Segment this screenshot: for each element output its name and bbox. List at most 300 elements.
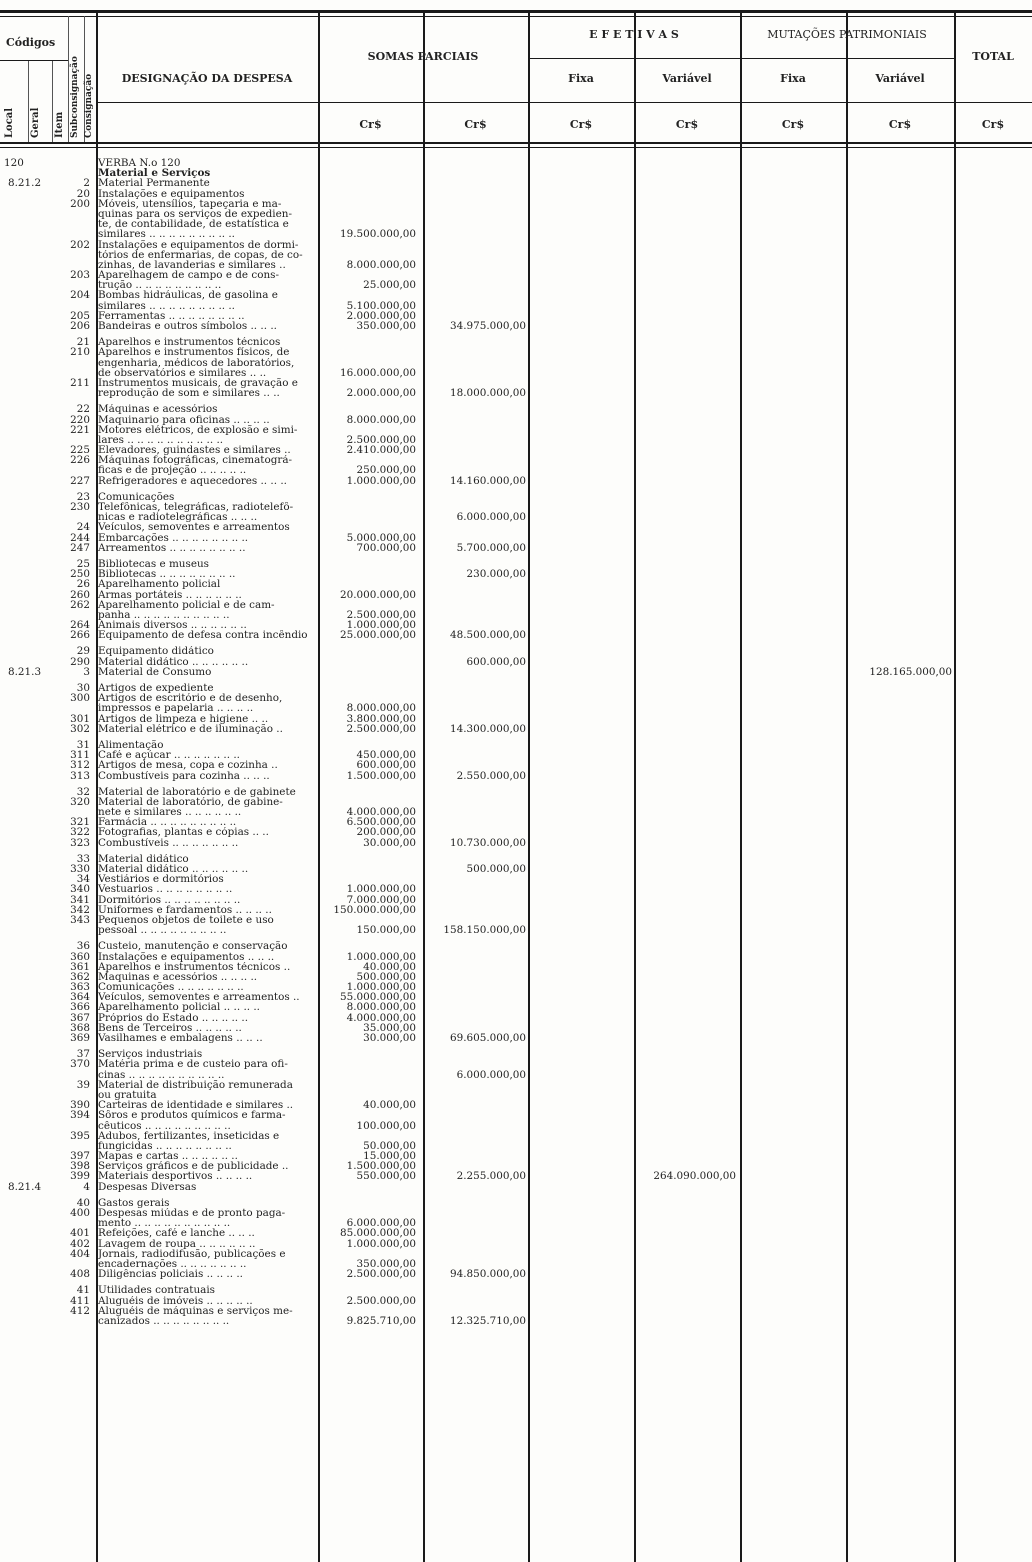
header-bottom-rule — [0, 142, 1032, 144]
row-description: encadernações .. .. .. .. .. .. .. — [98, 1258, 247, 1270]
row-partial-sum: 30.000,00 — [363, 1032, 416, 1044]
table-row — [0, 1070, 1032, 1080]
row-description: Veículos, semoventes e arreamentos — [98, 522, 290, 533]
row-description: Bibliotecas e museus — [98, 558, 209, 570]
row-item-code: 301 — [70, 712, 90, 725]
row-geral-code: 8.21.2 — [8, 177, 42, 190]
row-item-code: 32 — [76, 785, 90, 798]
table-row — [0, 435, 1032, 445]
row-partial-sum: 1.000.000,00 — [346, 1237, 416, 1250]
row-description: Pequenos objetos de toilete e uso — [98, 914, 274, 926]
table-row — [0, 415, 1032, 425]
row-item-code: 320 — [70, 795, 90, 808]
row-description: te, de contabilidade, de estatística e — [98, 219, 289, 230]
row-description: Aluguéis de máquinas e serviços me- — [98, 1305, 293, 1316]
row-partial-sum: 2.000.000,00 — [346, 387, 416, 400]
row-item-code: 400 — [70, 1207, 90, 1219]
row-description: Jornais, radiodifusão, publicações e — [98, 1248, 286, 1259]
table-row — [0, 905, 1032, 915]
table-row — [0, 817, 1032, 827]
row-description: ficas e de projeção .. .. .. .. .. — [98, 465, 247, 476]
row-partial-sum: 2.500.000,00 — [346, 608, 416, 621]
header-designacao: DESIGNAÇÃO DA DESPESA — [121, 72, 293, 85]
row-item-code: 364 — [70, 991, 90, 1004]
table-row — [0, 703, 1032, 713]
row-description: Refeições, café e lanche .. .. .. — [98, 1228, 255, 1239]
row-partial-sum: 30.000,00 — [363, 836, 416, 849]
row-partial-sum: 600.000,00 — [356, 759, 416, 772]
header-geral: Geral — [30, 107, 41, 138]
row-description: VERBA N.o 120 — [98, 158, 181, 169]
row-item-code: 266 — [70, 629, 90, 642]
row-description: Instrumentos musicais, de gravação e — [98, 377, 298, 389]
row-description: Combustíveis para cozinha .. .. .. — [98, 770, 270, 781]
table-row — [0, 476, 1032, 486]
row-description: cêuticos .. .. .. .. .. .. .. .. .. — [98, 1120, 231, 1131]
col-rule — [68, 16, 69, 142]
row-subtotal: 2.550.000,00 — [456, 769, 526, 782]
row-partial-sum: 1.000.000,00 — [346, 474, 416, 487]
row-item-code: 367 — [70, 1011, 90, 1024]
row-description: Mapas e cartas .. .. .. .. .. .. — [98, 1151, 238, 1162]
row-partial-sum: 8.000.000,00 — [346, 1001, 416, 1014]
row-partial-sum: 2.500.000,00 — [346, 1294, 416, 1307]
row-item-code: 363 — [70, 981, 90, 994]
row-description: Material e Serviços — [98, 168, 211, 179]
row-partial-sum: 450.000,00 — [356, 749, 416, 762]
row-geral-code: 8.21.4 — [8, 1180, 42, 1193]
table-row — [0, 1228, 1032, 1238]
row-subtotal: 18.000.000,00 — [449, 387, 526, 400]
header-consignacao: Consignação — [84, 73, 94, 138]
header-subconsignacao: Subconsignação — [70, 56, 80, 138]
row-description: Embarcações .. .. .. .. .. .. .. .. — [98, 532, 249, 543]
row-partial-sum: 350.000,00 — [356, 320, 416, 332]
table-row — [0, 347, 1032, 357]
row-item-code: 408 — [70, 1268, 90, 1281]
table-row — [0, 667, 1032, 677]
row-partial-sum: 4.000.000,00 — [346, 806, 416, 819]
row-subtotal: 14.160.000,00 — [449, 474, 526, 487]
table-row — [0, 1249, 1032, 1259]
table-row — [0, 1131, 1032, 1141]
row-item-code: 330 — [70, 863, 90, 875]
table-row — [0, 280, 1032, 290]
table-row — [0, 895, 1032, 905]
row-partial-sum: 2.410.000,00 — [346, 444, 416, 457]
row-item-code: 230 — [70, 501, 90, 513]
row-partial-sum: 1.000.000,00 — [346, 981, 416, 994]
row-item-code: 225 — [70, 444, 90, 457]
row-item-code: 25 — [76, 557, 90, 570]
table-row — [0, 445, 1032, 455]
row-partial-sum: 1.000.000,00 — [346, 883, 416, 896]
row-item-code: 220 — [70, 413, 90, 426]
table-row — [0, 189, 1032, 199]
row-item-code: 3 — [83, 665, 90, 678]
table-row — [0, 455, 1032, 465]
row-description: Aparelhagem de campo e de cons- — [98, 270, 279, 281]
row-item-code: 204 — [70, 289, 90, 302]
row-description: trução .. .. .. .. .. .. .. .. .. — [98, 280, 222, 291]
row-description: Carteiras de identidade e similares .. — [98, 1100, 294, 1111]
top-rule-thin — [0, 16, 1032, 17]
row-description: nicas e radiotelegráficas .. .. .. — [98, 512, 258, 523]
row-description: Armas portáteis .. .. .. .. .. .. — [98, 589, 242, 600]
subheader-rule — [0, 60, 68, 61]
table-row — [0, 388, 1032, 398]
row-description: cinas .. .. .. .. .. .. .. .. .. .. — [98, 1069, 225, 1080]
row-item-code: 398 — [70, 1160, 90, 1173]
row-description: Aparelhos e instrumentos físicos, de — [98, 347, 290, 358]
row-partial-sum: 25.000.000,00 — [339, 629, 416, 642]
row-partial-sum: 19.500.000,00 — [339, 228, 416, 241]
row-description: tórios de enfermarias, de copas, de co- — [98, 249, 303, 260]
row-subtotal: 6.000.000,00 — [456, 1068, 526, 1081]
row-subtotal: 94.850.000,00 — [449, 1268, 526, 1281]
row-partial-sum: 500.000,00 — [356, 970, 416, 983]
currency-rule — [96, 102, 1032, 103]
table-row — [0, 1033, 1032, 1043]
row-partial-sum: 8.000.000,00 — [346, 258, 416, 271]
row-description: impressos e papelaria .. .. .. .. — [98, 703, 254, 714]
row-item-code: 397 — [70, 1150, 90, 1163]
row-item-code: 36 — [76, 940, 90, 953]
row-description: Artigos de expediente — [98, 683, 214, 694]
row-partial-sum: 5.100.000,00 — [346, 299, 416, 312]
row-item-code: 30 — [76, 682, 90, 694]
row-subtotal: 158.150.000,00 — [443, 924, 526, 937]
table-row — [0, 321, 1032, 331]
table-row — [0, 301, 1032, 311]
top-rule — [0, 10, 1032, 13]
table-row — [0, 693, 1032, 703]
table-row — [0, 209, 1032, 219]
row-description: Serviços gráficos e de publicidade .. — [98, 1161, 289, 1172]
table-row — [0, 610, 1032, 620]
row-item-code: 39 — [76, 1078, 90, 1091]
row-description: Equipamento didático — [98, 646, 214, 657]
row-local: 120 — [4, 157, 24, 169]
row-description: Materiais desportivos .. .. .. .. — [98, 1171, 253, 1182]
row-partial-sum: 1.000.000,00 — [346, 950, 416, 963]
expense-rows — [0, 158, 1032, 1326]
row-item-code: 290 — [70, 655, 90, 668]
row-item-code: 206 — [70, 320, 90, 332]
row-item-code: 313 — [70, 769, 90, 782]
col-rule — [52, 60, 53, 142]
header-mutacoes: MUTAÇÕES PATRIMONIAIS — [767, 28, 927, 41]
subheader-rule — [528, 58, 954, 59]
row-item-code: 226 — [70, 454, 90, 467]
table-row — [0, 158, 1032, 168]
table-row — [0, 982, 1032, 992]
row-description: Despesas miúdas e de pronto paga- — [98, 1208, 286, 1219]
row-item-code: 342 — [70, 903, 90, 916]
header-total: TOTAL — [972, 50, 1014, 63]
row-item-code: 366 — [70, 1001, 90, 1014]
row-item-code: 31 — [76, 738, 90, 751]
row-description: Material elétrico e de iluminação .. — [98, 723, 283, 734]
row-item-code: 247 — [70, 541, 90, 554]
row-description: Adubos, fertilizantes, inseticidas e — [98, 1130, 280, 1141]
row-description: Café e açúcar .. .. .. .. .. .. .. — [98, 750, 240, 761]
row-description: Motores elétricos, de explosão e simi- — [98, 424, 298, 435]
row-partial-sum: 50.000,00 — [363, 1139, 416, 1152]
row-description: Aparelhamento policial .. .. .. .. — [98, 1002, 260, 1013]
row-item-code: 321 — [70, 816, 90, 829]
row-partial-sum: 55.000.000,00 — [339, 991, 416, 1004]
row-item-code: 343 — [70, 913, 90, 926]
row-partial-sum: 6.500.000,00 — [346, 816, 416, 829]
row-partial-sum: 350.000,00 — [356, 1257, 416, 1270]
row-partial-sum: 35.000,00 — [363, 1021, 416, 1034]
row-description: ou gratuita — [98, 1089, 157, 1101]
row-description: Equipamento de defesa contra incêndio — [98, 630, 308, 641]
row-item-code: 262 — [70, 598, 90, 611]
row-description: Fotografias, plantas e cópias .. .. — [98, 827, 269, 838]
row-partial-sum: 9.825.710,00 — [346, 1314, 416, 1327]
row-description: Alimentação — [98, 739, 164, 751]
table-row — [0, 1013, 1032, 1023]
table-row — [0, 569, 1032, 579]
row-item-code: 401 — [70, 1227, 90, 1240]
table-row — [0, 260, 1032, 270]
row-description: Maquinas e acessórios .. .. .. .. — [98, 971, 258, 983]
table-row — [0, 512, 1032, 522]
table-row — [0, 543, 1032, 553]
table-row — [0, 1316, 1032, 1326]
row-item-code: 404 — [70, 1247, 90, 1260]
table-row — [0, 925, 1032, 935]
row-partial-sum: 1.000.000,00 — [346, 619, 416, 632]
row-description: Uniformes e fardamentos .. .. .. .. — [98, 904, 272, 915]
row-item-code: 369 — [70, 1032, 90, 1044]
table-row — [0, 1090, 1032, 1100]
table-row — [0, 199, 1032, 209]
table-row — [0, 1100, 1032, 1110]
row-description: Instalações e equipamentos de dormi- — [98, 239, 299, 250]
row-item-code: 402 — [70, 1237, 90, 1250]
row-partial-sum: 20.000.000,00 — [339, 588, 416, 601]
row-description: mento .. .. .. .. .. .. .. .. .. .. — [98, 1218, 231, 1229]
table-row — [0, 579, 1032, 589]
row-partial-sum: 16.000.000,00 — [339, 366, 416, 379]
row-item-code: 244 — [70, 531, 90, 544]
row-partial-sum: 150.000.000,00 — [333, 903, 416, 916]
row-description: Elevadores, guindastes e similares .. — [98, 445, 291, 456]
row-description: fungicidas .. .. .. .. .. .. .. .. — [98, 1140, 232, 1152]
row-item-code: 323 — [70, 836, 90, 849]
row-geral-code: 8.21.3 — [8, 665, 42, 678]
table-row — [0, 787, 1032, 797]
row-description: lares .. .. .. .. .. .. .. .. .. .. — [98, 434, 224, 446]
row-partial-sum: 4.000.000,00 — [346, 1011, 416, 1024]
table-row — [0, 425, 1032, 435]
table-row — [0, 240, 1032, 250]
table-row — [0, 807, 1032, 817]
row-partial-sum: 85.000.000,00 — [339, 1227, 416, 1240]
table-row — [0, 1121, 1032, 1131]
row-subtotal: 600.000,00 — [466, 655, 526, 668]
row-item-code: 211 — [70, 376, 90, 389]
table-row — [0, 1002, 1032, 1012]
row-partial-sum: 2.500.000,00 — [346, 1268, 416, 1281]
row-description: Material de laboratório, de gabine- — [98, 796, 283, 808]
row-description: Material de distribuição remunerada — [98, 1079, 293, 1090]
row-subtotal: 500.000,00 — [466, 863, 526, 875]
row-partial-sum: 15.000,00 — [363, 1150, 416, 1163]
row-item-code: 210 — [70, 346, 90, 359]
header-codigos: Códigos — [6, 36, 56, 49]
table-row — [0, 1198, 1032, 1208]
row-description: Ferramentas .. .. .. .. .. .. .. .. — [98, 310, 245, 322]
row-item-code: 412 — [70, 1304, 90, 1317]
row-item-code: 23 — [76, 490, 90, 503]
row-item-code: 411 — [70, 1294, 90, 1307]
row-description: Bandeiras e outros símbolos .. .. .. — [98, 321, 277, 332]
row-item-code: 33 — [76, 852, 90, 865]
row-description: Material de Consumo — [98, 666, 212, 678]
row-subtotal: 34.975.000,00 — [449, 320, 526, 332]
row-description: Vestiários e dormitórios — [98, 874, 224, 885]
row-mutacoes-variavel: 128.165.000,00 — [869, 665, 952, 678]
table-row — [0, 270, 1032, 280]
row-item-code: 26 — [76, 578, 90, 591]
header-currency: Cr$ — [781, 118, 805, 131]
header-bottom-rule-thin — [0, 147, 1032, 148]
row-item-code: 302 — [70, 722, 90, 735]
header-currency: Cr$ — [569, 118, 593, 131]
row-item-code: 221 — [70, 423, 90, 436]
table-row — [0, 219, 1032, 229]
table-row — [0, 760, 1032, 770]
row-description: similares .. .. .. .. .. .. .. .. .. — [98, 300, 235, 311]
row-item-code: 227 — [70, 474, 90, 487]
row-description: similares .. .. .. .. .. .. .. .. .. — [98, 229, 235, 240]
row-item-code: 340 — [70, 883, 90, 896]
row-partial-sum: 550.000,00 — [356, 1170, 416, 1183]
row-description: Instalações e equipamentos — [98, 188, 245, 199]
table-row — [0, 962, 1032, 972]
row-partial-sum: 40.000,00 — [363, 960, 416, 973]
row-description: Máquinas e acessórios — [98, 404, 218, 415]
row-efetivas-variavel: 264.090.000,00 — [653, 1170, 736, 1183]
row-subtotal: 5.700.000,00 — [456, 541, 526, 554]
row-item-code: 390 — [70, 1099, 90, 1112]
row-description: Maquinario para oficinas .. .. .. .. — [98, 414, 270, 425]
row-item-code: 362 — [70, 970, 90, 983]
row-item-code: 370 — [70, 1058, 90, 1071]
row-partial-sum: 1.500.000,00 — [346, 769, 416, 782]
row-description: Aparelhos e instrumentos técnicos — [98, 337, 281, 348]
table-row — [0, 1141, 1032, 1151]
table-row — [0, 1182, 1032, 1192]
row-subtotal: 48.500.000,00 — [449, 629, 526, 642]
row-subtotal: 6.000.000,00 — [456, 511, 526, 524]
row-partial-sum: 1.500.000,00 — [346, 1160, 416, 1173]
header-mutacoes-variavel: Variável — [875, 72, 925, 85]
row-description: Animais diversos .. .. .. .. .. .. — [98, 620, 247, 631]
row-partial-sum: 7.000.000,00 — [346, 893, 416, 906]
row-item-code: 300 — [70, 692, 90, 705]
row-item-code: 4 — [83, 1180, 90, 1193]
row-description: Farmácia .. .. .. .. .. .. .. .. .. — [98, 817, 237, 828]
row-item-code: 37 — [76, 1048, 90, 1061]
table-row — [0, 797, 1032, 807]
row-description: Próprios do Estado .. .. .. .. .. — [98, 1012, 248, 1023]
col-rule — [28, 60, 29, 142]
header-currency: Cr$ — [888, 118, 912, 131]
row-description: Custeio, manutenção e conservação — [98, 941, 288, 952]
table-row — [0, 1080, 1032, 1090]
table-row — [0, 884, 1032, 894]
row-subtotal: 12.325.710,00 — [449, 1314, 526, 1327]
row-partial-sum: 150.000,00 — [356, 924, 416, 937]
table-row — [0, 368, 1032, 378]
table-row — [0, 1049, 1032, 1059]
row-description: Despesas Diversas — [98, 1181, 197, 1192]
table-row — [0, 941, 1032, 951]
row-description: Material de laboratório e de gabinete — [98, 786, 296, 797]
row-item-code: 260 — [70, 588, 90, 601]
row-item-code: 202 — [70, 238, 90, 251]
row-item-code: 21 — [76, 336, 90, 349]
row-partial-sum: 40.000,00 — [363, 1099, 416, 1112]
table-row — [0, 1218, 1032, 1228]
table-row — [0, 771, 1032, 781]
row-item-code: 311 — [70, 749, 90, 762]
row-description: Artigos de escritório e de desenho, — [98, 693, 283, 704]
row-item-code: 24 — [76, 521, 90, 534]
table-row — [0, 864, 1032, 874]
table-row — [0, 1239, 1032, 1249]
row-description: Matéria prima e de custeio para ofi- — [98, 1059, 288, 1070]
row-description: Material didático .. .. .. .. .. .. — [98, 864, 249, 875]
table-row — [0, 750, 1032, 760]
header-currency: Cr$ — [464, 118, 487, 131]
row-item-code: 34 — [76, 873, 90, 886]
table-row — [0, 1151, 1032, 1161]
row-description: Móveis, utensílios, tapeçaria e ma- — [98, 198, 282, 209]
row-item-code: 40 — [76, 1196, 90, 1209]
table-row — [0, 522, 1032, 532]
row-description: Arreamentos .. .. .. .. .. .. .. .. — [98, 542, 246, 553]
row-description: Telefônicas, telegráficas, radiotelefô- — [98, 502, 294, 513]
table-row — [0, 952, 1032, 962]
row-description: canizados .. .. .. .. .. .. .. .. — [98, 1315, 230, 1327]
table-row — [0, 404, 1032, 414]
table-row — [0, 358, 1032, 368]
row-partial-sum: 6.000.000,00 — [346, 1217, 416, 1230]
row-description: Utilidades contratuais — [98, 1285, 216, 1296]
row-item-code: 29 — [76, 645, 90, 658]
row-partial-sum: 2.500.000,00 — [346, 433, 416, 446]
row-description: Bens de Terceiros .. .. .. .. .. — [98, 1022, 242, 1034]
table-row — [0, 178, 1032, 188]
row-description: Bombas hidráulicas, de gasolina e — [98, 290, 278, 301]
row-item-code: 341 — [70, 893, 90, 906]
row-description: Sôros e produtos químicos e farma- — [98, 1110, 286, 1121]
header-efetivas: E F E T I V A S — [589, 28, 679, 41]
row-item-code: 264 — [70, 619, 90, 632]
table-row — [0, 492, 1032, 502]
row-description: Aparelhamento policial — [98, 579, 221, 590]
row-description: Aparelhos e instrumentos técnicos .. — [98, 961, 291, 972]
row-partial-sum: 5.000.000,00 — [346, 531, 416, 544]
table-row — [0, 590, 1032, 600]
table-row — [0, 838, 1032, 848]
